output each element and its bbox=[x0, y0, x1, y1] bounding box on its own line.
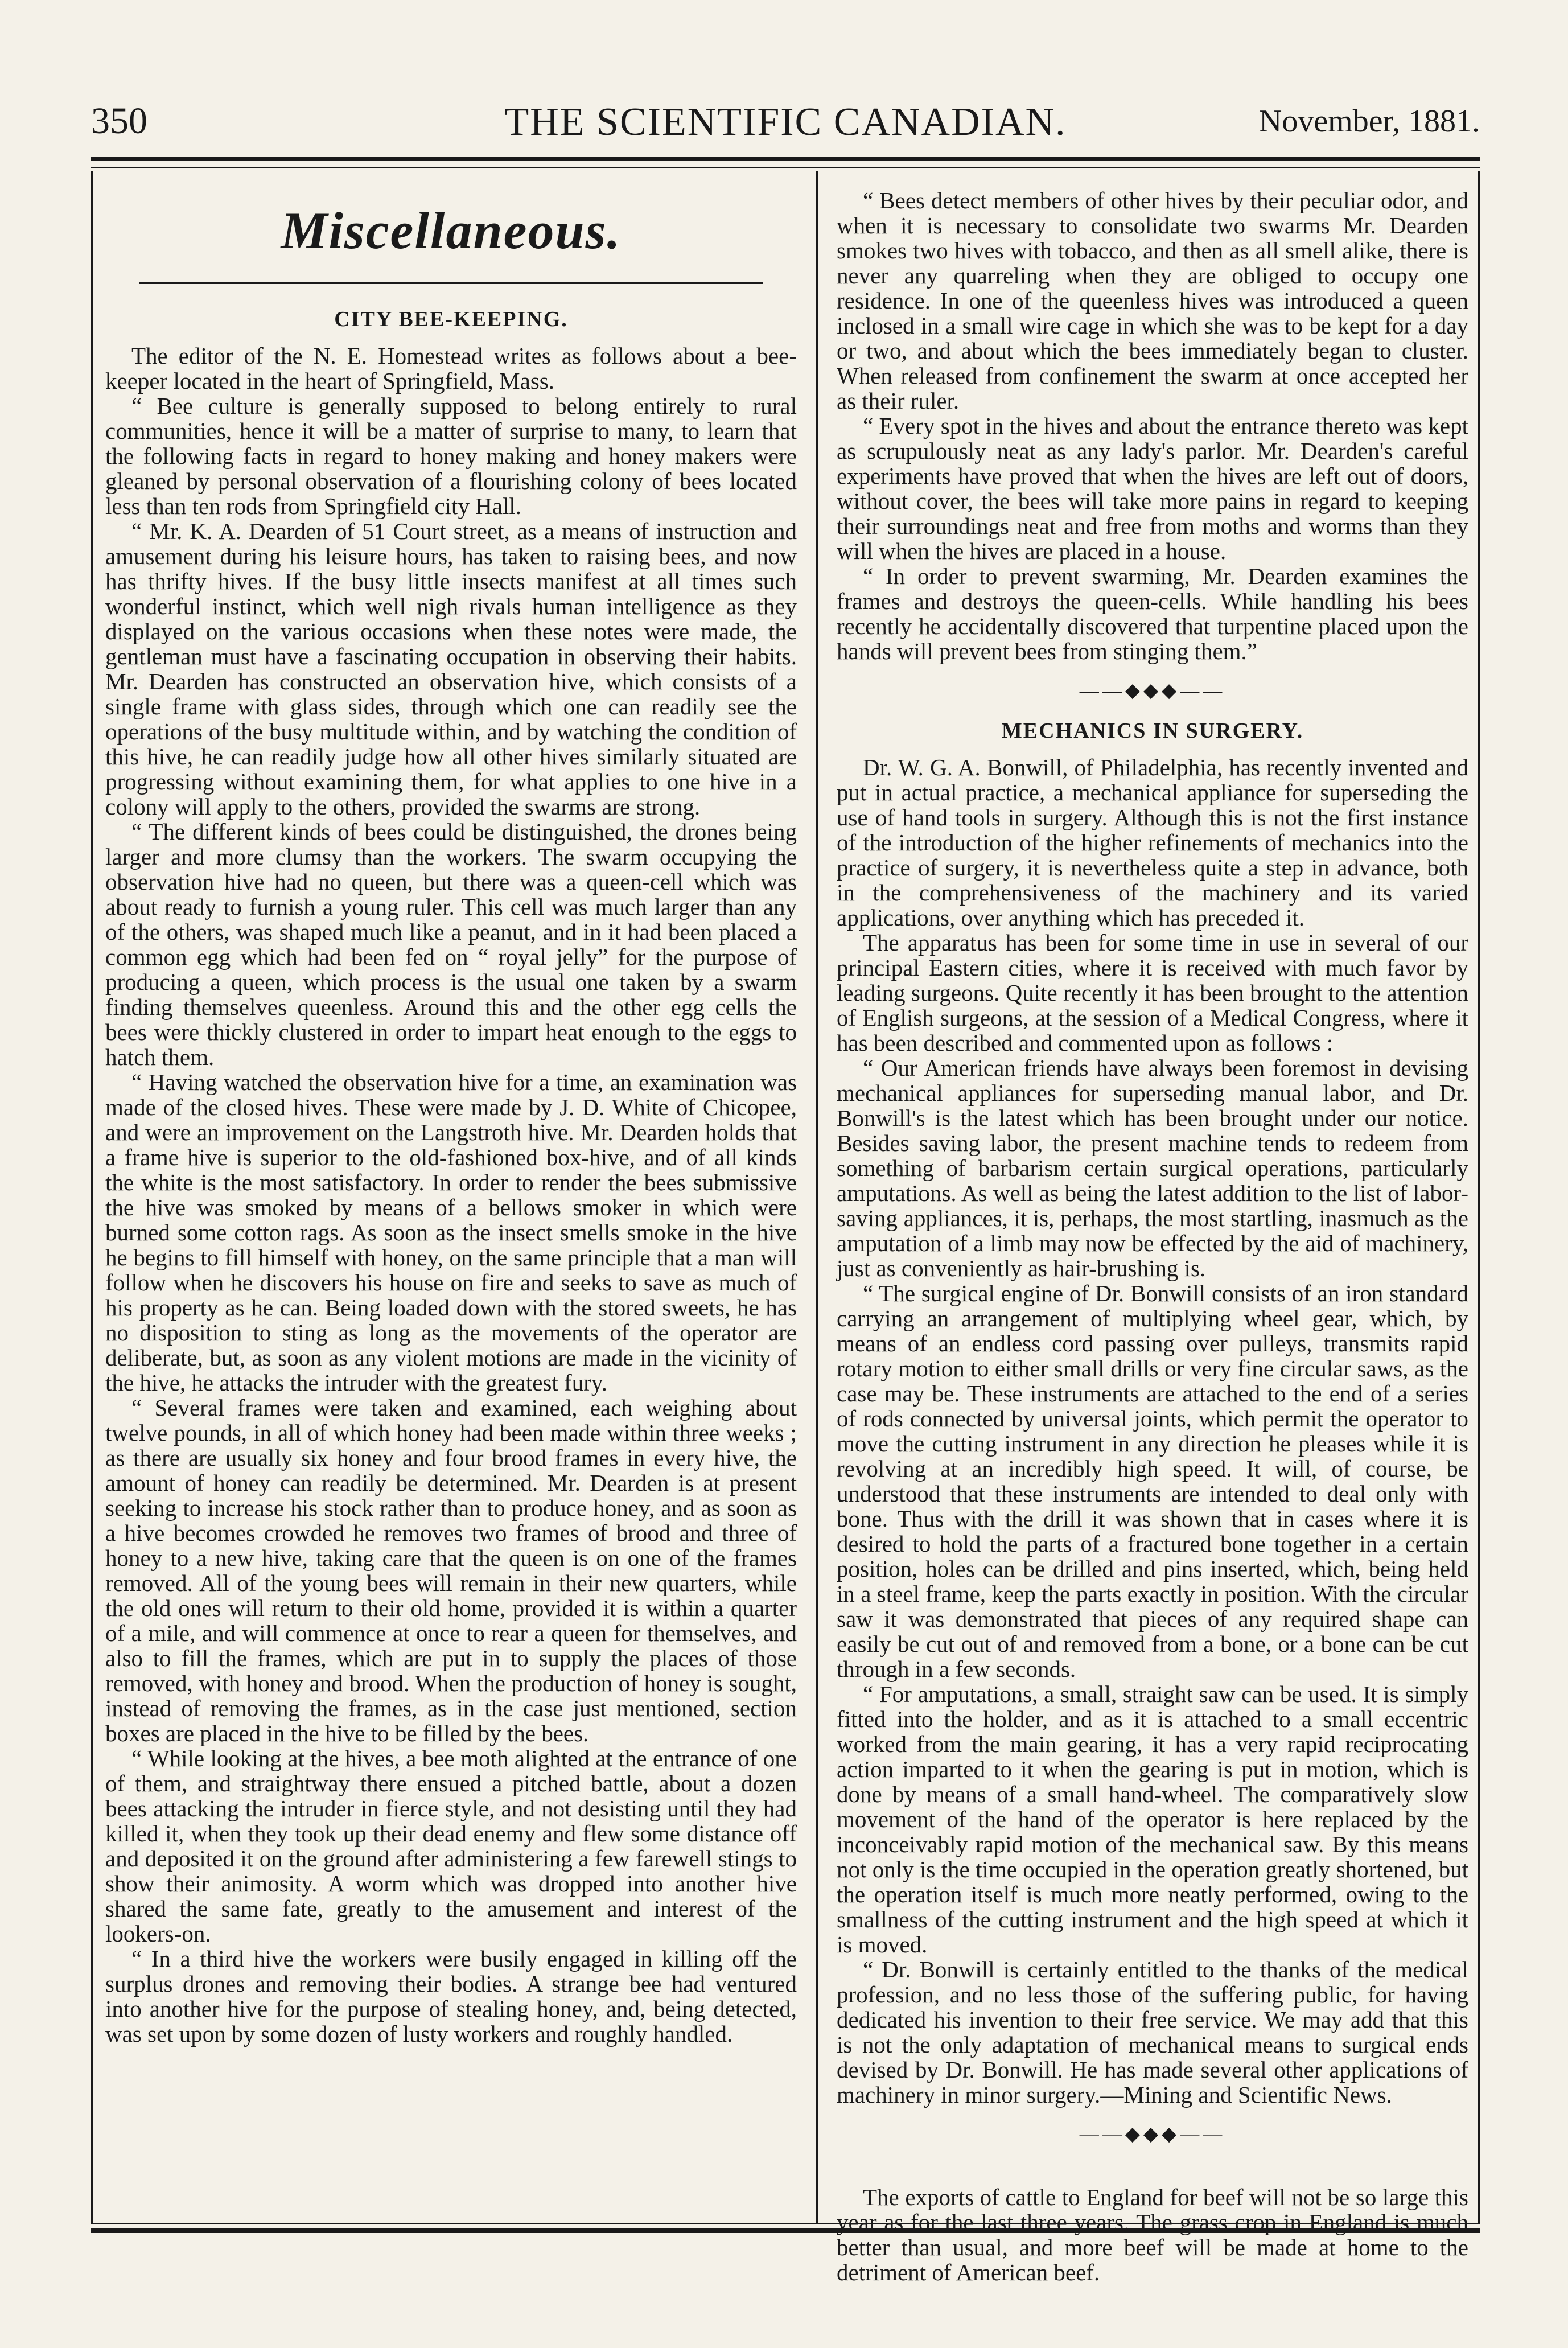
section-title: Miscellaneous. bbox=[281, 202, 622, 260]
paragraph: “ Several frames were taken and examined, each weighing about twelve pounds, in all of which honey had been made within three weeks ; as there are usually six honey and four brood frames in every hive, the amount of honey can readily be determined. Mr. Dearden is at present seeking to increase his stock rather than to produce honey, and as soon as a hive becomes crowded he removes two frames of brood and three of honey to a new hive, taking care that the queen is on one of the frames removed. All of the young bees will remain in their new quarters, while the old ones will return to their old home, provided it is within a quarter of a mile, and will commence at once to rear a queen for themselves, and also to fill the frames, which are put in to supply the places of those removed, with honey and brood. When the production of honey is sought, instead of removing the frames, as in the case just mentioned, section boxes are placed in the hive to be filled by the bees. bbox=[105, 1395, 797, 1746]
paragraph: “ Our American friends have always been foremost in devising mechanical appliances for superseding manual labor, and Dr. Bonwill's is the latest which has been brought under our notice. Besides saving labor, the present machine tends to redeem from something of barbarism certain surgical operations, particularly amputations. As well as being the latest addition to the list of labor-saving appliances, it is, perhaps, the most startling, inasmuch as the amputation of a limb may now be effected by the aid of machinery, just as conveniently as hair-brushing is. bbox=[837, 1055, 1468, 1281]
paragraph: The apparatus has been for some time in use in several of our principal Eastern cities, where it is received with much favor by leading surgeons. Quite recently it has been brought to the attention of English surgeons, at the session of a Medical Congress, where it has been described and commented upon as follows : bbox=[837, 930, 1468, 1056]
article-heading-bee-keeping: CITY BEE-KEEPING. bbox=[334, 307, 568, 331]
paragraph: Dr. W. G. A. Bonwill, of Philadelphia, has recently invented and put in actual practice, a mechanical appliance for superseding the use of hand tools in surgery. Although this is not the first instance of the introduction of the higher refinements of mechanics into the practice of surgery, it is nevertheless quite a step in advance, both in the comprehensiveness of the machinery and its varied applications, over anything which has preceded it. bbox=[837, 754, 1468, 931]
paragraph: “ Mr. K. A. Dearden of 51 Court street, as a means of instruction and amusement during his leisure hours, has taken to raising bees, and now has thrifty hives. If the busy little insects manifest at all times such wonderful instinct, which well nigh rivals human intelligence as they displayed on the various occasions when these notes were made, the gentleman must have a fascinating occupation in observing their habits. Mr. Dearden has constructed an observation hive, which consists of a single frame with glass sides, through which one can readily see the operations of the busy multitude within, and by watching the condition of this hive, he can readily judge how all other hives similarly situated are progressing without examining them, for what applies to one hive in a colony will apply to the others, provided the swarms are strong. bbox=[105, 518, 797, 820]
paragraph: The exports of cattle to England for beef will not be so large this year as for the last three years. The grass crop in England is much better than usual, and more beef will be made at home to the detriment of American beef. bbox=[837, 2184, 1468, 2285]
paragraph: “ While looking at the hives, a bee moth alighted at the entrance of one of them, and straightway there ensued a pitched battle, about a dozen bees attacking the intruder in fierce style, and not desisting until they had killed it, when they took up their dead enemy and flew some distance off and deposited it on the ground after administering a few farewell stings to show their animosity. A worm which was dropped into another hive shared the same fate, greatly to the amusement and interest of the lookers-on. bbox=[105, 1745, 797, 1947]
section-title-rule bbox=[139, 282, 763, 284]
frame-left bbox=[91, 171, 93, 2223]
issue-date: November, 1881. bbox=[1258, 104, 1480, 139]
paragraph: “ In order to prevent swarming, Mr. Dearden examines the frames and destroys the queen-cells. While handling his bees recently he accidentally discovered that turpentine placed upon the hands will prevent bees from stinging them.” bbox=[837, 563, 1468, 664]
header-rule bbox=[91, 157, 1480, 161]
paragraph: “ The surgical engine of Dr. Bonwill consists of an iron standard carrying an arrangement of multiplying wheel gear, which, by means of an endless cord passing over pulleys, transmits rapid rotary motion to either small drills or very fine circular saws, as the case may be. These instruments are attached to the end of a series of rods connected by universal joints, which permit the operator to move the cutting instrument in any direction he pleases while it is revolving at an incredibly high speed. It will, of course, be understood that these instruments are intended to deal only with bone. Thus with the drill it was shown that in cases where it is desired to hold the parts of a fractured bone together in a certain position, holes can be drilled and pins inserted, which, being held in a steel frame, keep the parts exactly in position. With the circular saw it was demonstrated that pieces of any required shape can easily be cut out of and removed from a bone, or a bone can be cut through in a few seconds. bbox=[837, 1280, 1468, 1682]
column-divider bbox=[816, 171, 818, 2223]
left-column bbox=[105, 188, 797, 2046]
spacer bbox=[837, 2162, 1468, 2185]
paragraph: “ The different kinds of bees could be distinguished, the drones being larger and more clumsy than the workers. The swarm occupying the observation hive had no queen, but there was a queen-cell which was about ready to furnish a young ruler. This cell was much larger than any of the others, was shaped much like a peanut, and in it had been placed a common egg which had been fed on “ royal jelly” for the purpose of producing a queen, which process is the usual one taken by a swarm finding themselves queenless. Around this and the other egg cells the bees were thickly clustered in order to impart heat enough to the eggs to hatch them. bbox=[105, 819, 797, 1070]
article-heading-mechanics: MECHANICS IN SURGERY. bbox=[1001, 719, 1304, 743]
paragraph: “ Bee culture is generally supposed to belong entirely to rural communities, hence it will be a matter of surprise to many, to learn that the following facts in regard to honey making and honey makers were gleaned by personal observation of a flourishing colony of bees located less than ten rods from Springfield city Hall. bbox=[105, 393, 797, 519]
page-number: 350 bbox=[91, 100, 147, 142]
section-ornament: ——◆◆◆—— bbox=[1079, 2124, 1226, 2145]
paragraph: “ Every spot in the hives and about the entrance thereto was kept as scrupulously neat as any lady's parlor. Mr. Dearden's careful experiments have proved that when the hives are left out of doors, without cover, the bees will take more pains in regard to keeping their surroundings neat and free from moths and worms than they will when the hives are placed in a house. bbox=[837, 413, 1468, 564]
right-column bbox=[837, 188, 1468, 2285]
paragraph: “ For amputations, a small, straight saw can be used. It is simply fitted into the holder, and as it is attached to a small eccentric worked from the main gearing, it has a very rapid reciprocating action imparted to it when the gearing is put in motion, which is done by means of a small hand-wheel. The comparatively slow movement of the hand of the operator is here replaced by the inconceivably rapid motion of the mechanical saw. By this means not only is the time occupied in the operation greatly shortened, but the operation itself is much more neatly performed, owing to the smallness of the cutting instrument and the high speed at which it is moved. bbox=[837, 1681, 1468, 1958]
paragraph: “ Dr. Bonwill is certainly entitled to the thanks of the medical profession, and no less those of the suffering public, for having dedicated his invention to their free service. We may add that this is not the only adaptation of mechanical means to surgical ends devised by Dr. Bonwill. He has made several other applications of machinery in minor surgery.—Mining and Scientific News. bbox=[837, 1956, 1468, 2108]
paragraph: The editor of the N. E. Homestead writes as follows about a bee-keeper located in the heart of Springfield, Mass. bbox=[105, 343, 797, 394]
frame-right bbox=[1478, 171, 1480, 2223]
paragraph: “ Having watched the observation hive for a time, an examination was made of the closed hives. These were made by J. D. White of Chicopee, and were an improvement on the Langstroth hive. Mr. Dearden holds that a frame hive is superior to the old-fashioned box-hive, and of all kinds the white is the most satisfactory. In order to render the bees submissive the hive was smoked by means of a bellows smoker in which were burned some cotton rags. As soon as the insect smells smoke in the hive he begins to fill himself with honey, on the same principle that a man will follow when he discovers his house on fire and seeks to save as much of his property as he can. Being loaded down with the stored sweets, he has no disposition to sting as long as the movements of the operator are deliberate, but, as soon as any violent motions are made in the vicinity of the hive, he attacks the intruder with the greatest fury. bbox=[105, 1069, 797, 1396]
publication-title: THE SCIENTIFIC CANADIAN. bbox=[504, 100, 1067, 144]
paragraph: “ In a third hive the workers were busily engaged in killing off the surplus drones and removing their bodies. A strange bee had ventured into another hive for the purpose of stealing honey, and, being detected, was set upon by some dozen of lusty workers and roughly handled. bbox=[105, 1946, 797, 2047]
section-ornament: ——◆◆◆—— bbox=[1079, 680, 1226, 701]
paragraph: “ Bees detect members of other hives by their peculiar odor, and when it is necessary to consolidate two swarms Mr. Dearden smokes two hives with tobacco, and then as all smell alike, there is never any quarreling when they are obliged to occupy one residence. In one of the queenless hives was introduced a queen inclosed in a small wire cage in which she was to be kept for a day or two, and about which the bees immediately began to cluster. When released from confinement the swarm at once accepted her as their ruler. bbox=[837, 187, 1468, 414]
page-header bbox=[91, 100, 1480, 151]
header-rule-thin bbox=[91, 167, 1480, 168]
